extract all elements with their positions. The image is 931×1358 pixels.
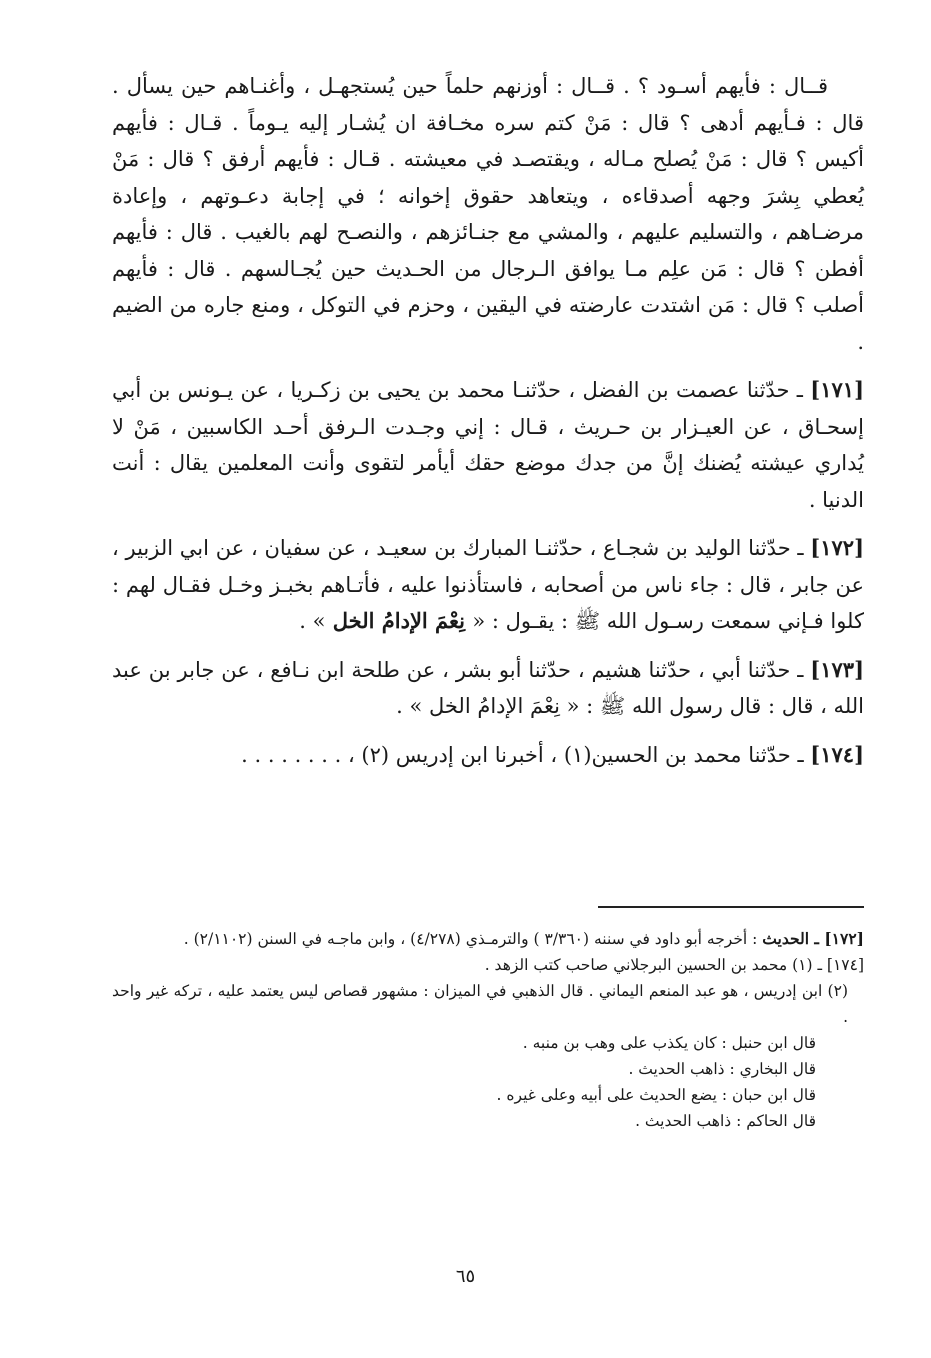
footnote-text: (١) محمد بن الحسين البرجلاني صاحب كتب الزهد . xyxy=(484,956,818,974)
footnote-quote: قال الحاكم : ذاهب الحديث . xyxy=(635,1112,816,1130)
footnote-quote: قال البخاري : ذاهب الحديث . xyxy=(628,1060,816,1078)
hadith-text: ـ حدّثنا عصمت بن الفضل ، حدّثنـا محمد بن يحيى بن زكـريا ، عن يـونس بن أبي إسحـاق ، عن العيـزار بن حـريث ، قـال : إني وجـدت الـرفق أحـد الكاسبين ، مَنْ لا يُداري عيشته يُضنك إنَّ من جدك موضع حقك أيأمر لتقوى وأنت المعلمين يقال : أنت الدنيا . xyxy=(112,378,864,512)
footnote-text: : أخرجه أبو داود في سننه (٣/٣٦٠ ) والترمـذي (٤/٢٧٨) ، وابن ماجـه في السنن (٢/١١٠٢) . xyxy=(183,930,763,948)
footnote-quote: قال ابن حنبل : كان يكذب على وهب بن منبه . xyxy=(522,1034,816,1052)
hadith-171 xyxy=(112,372,864,518)
hadith-quote: نِعْمَ الإدامُ الخل xyxy=(325,608,473,633)
hadith-text: ـ حدّثنا الوليد بن شجـاع ، حدّثنـا المبارك بن سعيـد ، عن سفيان ، عن ابي الزبير ، عن جابر ، قال : جاء ناس من أصحابه ، فاستأذنوا عليه ، فأتـاهم بخبـز وخـل فقـال لهم : كلوا فـإني سمعت رسـول الله ﷺ : يقـول : « xyxy=(112,536,864,633)
footnote-174-1 xyxy=(112,952,864,978)
hadith-number: [١٧٤] xyxy=(810,741,864,767)
footnote-174-2: (٢) ابن إدريس ، هو عبد المنعم اليماني . قال الذهبي في الميزان : مشهور قصاص ليس يعتمد عليه ، تركه غير واحد . xyxy=(112,982,848,1026)
hadith-172 xyxy=(112,530,864,640)
hadith-number: [١٧٢] xyxy=(810,535,864,560)
hadith-text-end: » . xyxy=(396,694,423,718)
hadith-text: ـ حدّثنا أبي ، حدّثنا هشيم ، حدّثنا أبو بشر ، عن طلحة ابن نـافع ، عن جابر بن عبد الله ، قال : قال رسول الله ﷺ : « xyxy=(112,657,864,718)
intro-paragraph: قــال : فأيهم أسـود ؟ . قــال : أوزنهم حلماً حين يُستجهـل ، وأغنـاهم حين يسأل . قال : فـأيهم أدهى ؟ قال : مَنْ كتم سره مخـافة ان يُشـار إليه يـوماً . قـال : فأيهم أكيس ؟ قال : مَنْ يُصلح مـاله ، ويقتصـد في معيشته . قـال : فأيهم أرفق ؟ قال : مَنْ يُعطي بِشرَ وجهه أصدقاءه ، ويتعاهد حقوق إخوانه ؛ في إجابة دعـوتهم ، وإعادة مرضـاهم ، والتسليم عليهم ، والمشي مع جنـائزهم ، والنصـح لهم بالغيب . قال : فأيهم أفطن ؟ قال : مَن علِم مـا يوافق الـرجال من الحـديث حين يُجـالسهم . قال : فأيهم أصلب ؟ قال : مَن اشتدت عارضته في اليقين ، وحزم في التوكل ، ومنع جاره من الضيم . xyxy=(112,74,864,354)
footnotes xyxy=(112,926,864,1134)
footnote-172 xyxy=(112,926,864,952)
footnote-quote: قال ابن حبان : يضع الحديث على أبيه وعلى غيره . xyxy=(496,1086,816,1104)
footnote-label: [١٧٤] ـ xyxy=(817,956,864,974)
footnote-divider xyxy=(598,906,864,908)
page-number: ٦٥ xyxy=(455,1266,476,1287)
hadith-text: ـ حدّثنا محمد بن الحسين(١) ، أخبرنا ابن إدريس (٢) ، . . . . . . . . xyxy=(241,742,811,767)
hadith-174 xyxy=(112,737,864,774)
footnote-label: [١٧٢] ـ الحديث xyxy=(762,929,864,948)
hadith-quote: نِعْمَ الإدامُ الخل xyxy=(422,694,567,718)
hadith-number: [١٧١] xyxy=(810,377,864,402)
hadith-number: [١٧٣] xyxy=(810,656,864,682)
main-text xyxy=(112,68,864,773)
hadith-173 xyxy=(112,652,864,725)
hadith-text-end: » . xyxy=(299,609,326,633)
